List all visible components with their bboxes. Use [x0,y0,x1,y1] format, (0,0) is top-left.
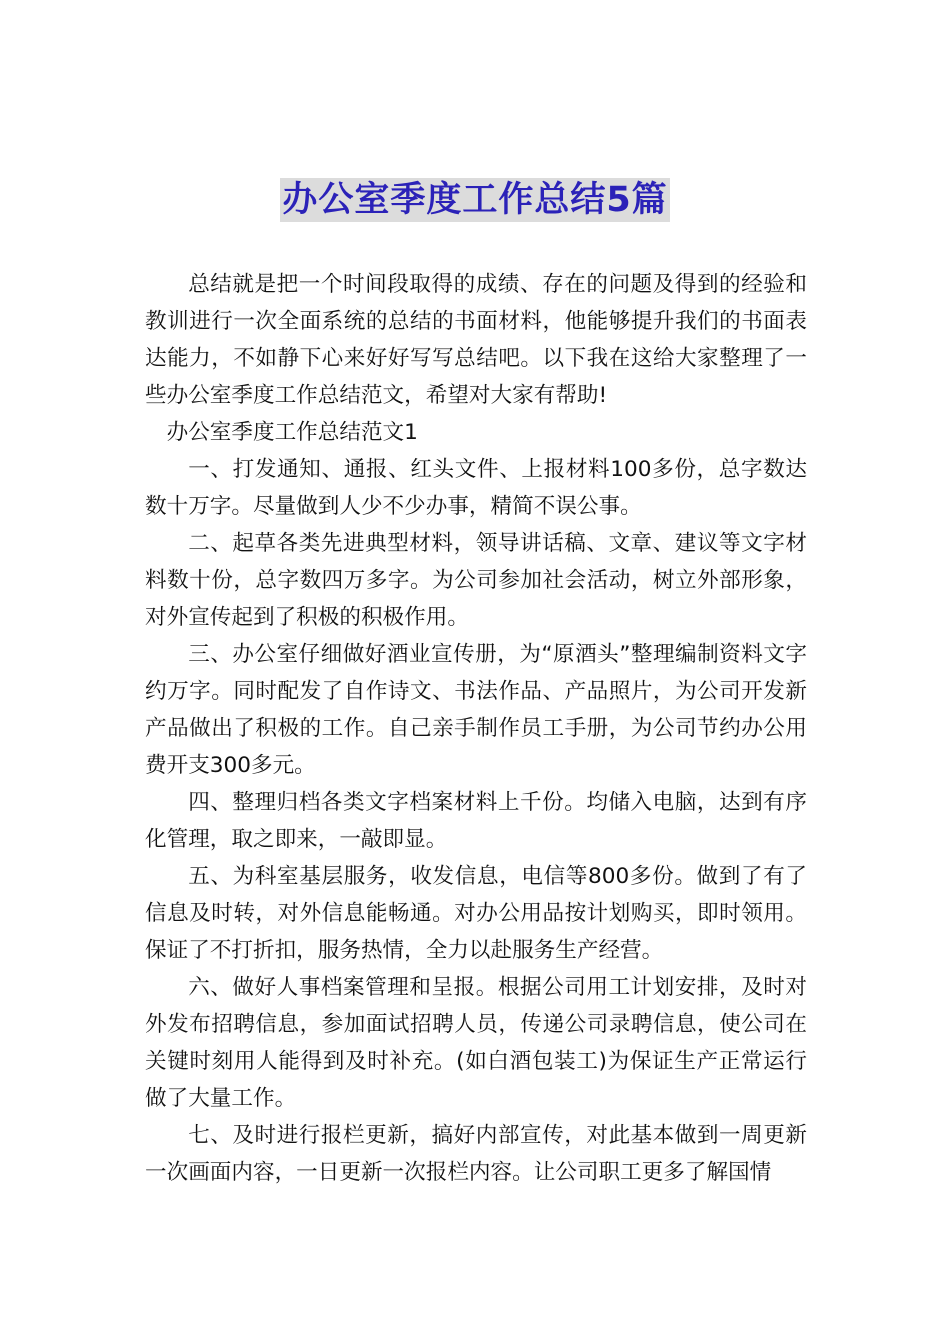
body-paragraph: 三、办公室仔细做好酒业宣传册，为“原酒头”整理编制资料文字约万字。同时配发了自作诗文、书法作品、产品照片，为公司开发新产品做出了积极的工作。自己亲手制作员工手册，为公司节约办公用费开支300多元。 [145,642,807,778]
document-title: 办公室季度工作总结5篇 [282,180,668,220]
intro-paragraph: 总结就是把一个时间段取得的成绩、存在的问题及得到的经验和教训进行一次全面系统的总结的书面材料，他能够提升我们的书面表达能力，不如静下心来好好写写总结吧。以下我在这给大家整理了一些办公室季度工作总结范文，希望对大家有帮助! [145,272,807,408]
document-body [145,266,807,1191]
body-paragraph: 二、起草各类先进典型材料，领导讲话稿、文章、建议等文字材料数十份，总字数四万多字。为公司参加社会活动，树立外部形象，对外宣传起到了积极的积极作用。 [145,531,807,630]
title-container [0,178,950,222]
body-paragraph: 七、及时进行报栏更新，搞好内部宣传，对此基本做到一周更新一次画面内容，一日更新一次报栏内容。让公司职工更多了解国情 [145,1123,807,1185]
body-paragraph: 一、打发通知、通报、红头文件、上报材料100多份，总字数达数十万字。尽量做到人少不少办事，精简不误公事。 [145,457,807,519]
section-heading: 办公室季度工作总结范文1 [166,420,418,445]
body-paragraph: 六、做好人事档案管理和呈报。根据公司用工计划安排，及时对外发布招聘信息，参加面试招聘人员，传递公司录聘信息，使公司在关键时刻用人能得到及时补充。(如白酒包装工)为保证生产正常运行做了大量工作。 [145,975,807,1111]
body-paragraph: 四、整理归档各类文字档案材料上千份。均储入电脑，达到有序化管理，取之即来，一敲即显。 [145,790,807,852]
body-paragraph: 五、为科室基层服务，收发信息，电信等800多份。做到了有了信息及时转，对外信息能畅通。对办公用品按计划购买，即时领用。保证了不打折扣，服务热情，全力以赴服务生产经营。 [145,864,807,963]
